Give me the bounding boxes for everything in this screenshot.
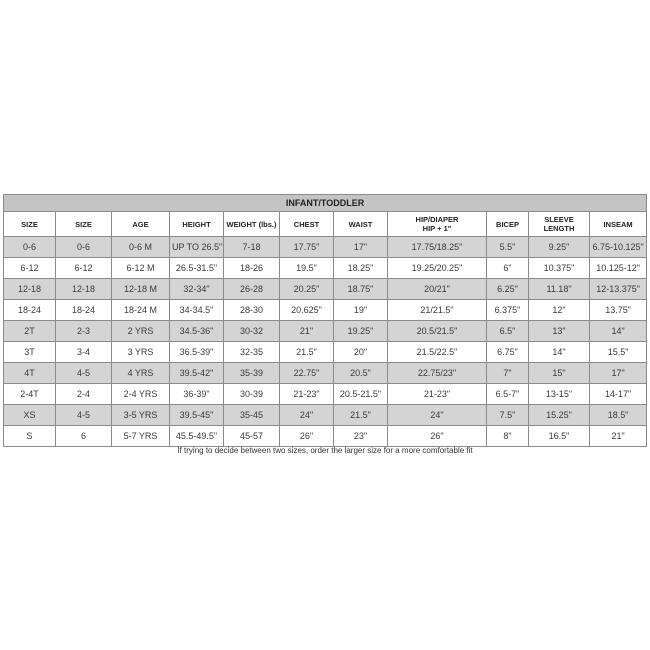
table-cell: 35-39: [224, 363, 280, 384]
table-cell: 20/21": [388, 279, 487, 300]
table-cell: 3 YRS: [112, 342, 170, 363]
table-cell: 35-45: [224, 405, 280, 426]
table-cell: 18.75": [334, 279, 388, 300]
table-cell: 45.5-49.5": [170, 426, 224, 447]
table-cell: 13.75": [590, 300, 647, 321]
size-chart-table: [3, 194, 647, 447]
size-header: SIZE: [4, 212, 56, 237]
table-cell: 21-23": [388, 384, 487, 405]
table-cell: 14": [529, 342, 590, 363]
table-cell: 24": [388, 405, 487, 426]
table-row: [4, 363, 647, 384]
table-cell: 9.25": [529, 237, 590, 258]
table-row: [4, 300, 647, 321]
table-cell: 21.5": [280, 342, 334, 363]
table-cell: 32-34": [170, 279, 224, 300]
table-cell: 20.5/21.5": [388, 321, 487, 342]
table-cell: 39.5-42": [170, 363, 224, 384]
table-cell: 5-7 YRS: [112, 426, 170, 447]
table-cell: 6.375": [487, 300, 529, 321]
table-cell: 4-5: [56, 363, 112, 384]
table-cell: 2 YRS: [112, 321, 170, 342]
table-cell: 26-28: [224, 279, 280, 300]
table-row: [4, 342, 647, 363]
table-cell: 7.5": [487, 405, 529, 426]
table-cell: 12": [529, 300, 590, 321]
chest-header: CHEST: [280, 212, 334, 237]
table-cell: 18.25": [334, 258, 388, 279]
table-cell: 21": [280, 321, 334, 342]
table-cell: 4 YRS: [112, 363, 170, 384]
table-cell: 30-32: [224, 321, 280, 342]
table-cell: 14": [590, 321, 647, 342]
table-body: [4, 237, 647, 447]
table-cell: 19.25": [334, 321, 388, 342]
table-cell: 22.75": [280, 363, 334, 384]
table-cell: 28-30: [224, 300, 280, 321]
table-cell: 18-24: [4, 300, 56, 321]
table-cell: 21-23": [280, 384, 334, 405]
table-cell: 7-18: [224, 237, 280, 258]
size-range-header: SIZE: [56, 212, 112, 237]
table-cell: 10.375": [529, 258, 590, 279]
table-cell: 11.18": [529, 279, 590, 300]
table-cell: 18-24 M: [112, 300, 170, 321]
table-cell: 30-39: [224, 384, 280, 405]
table-row: [4, 321, 647, 342]
table-cell: 8": [487, 426, 529, 447]
bicep-header: BICEP: [487, 212, 529, 237]
table-header-row: [4, 212, 647, 237]
table-cell: 0-6: [4, 237, 56, 258]
table-cell: 12-18 M: [112, 279, 170, 300]
table-cell: XS: [4, 405, 56, 426]
table-row: [4, 279, 647, 300]
table-cell: 0-6: [56, 237, 112, 258]
table-cell: 21.5": [334, 405, 388, 426]
table-cell: 26.5-31.5": [170, 258, 224, 279]
hip-header: HIP/DIAPER HIP + 1": [388, 212, 487, 237]
table-cell: 18-24: [56, 300, 112, 321]
table-cell: 18.5": [590, 405, 647, 426]
table-cell: 26": [280, 426, 334, 447]
table-cell: 20": [334, 342, 388, 363]
table-title: INFANT/TODDLER: [4, 195, 647, 212]
table-cell: 14-17": [590, 384, 647, 405]
table-cell: 17.75/18.25": [388, 237, 487, 258]
table-row: [4, 384, 647, 405]
weight-header: WEIGHT (lbs.): [224, 212, 280, 237]
table-cell: 34-34.5": [170, 300, 224, 321]
table-cell: 19": [334, 300, 388, 321]
footnote: If trying to decide between two sizes, order the larger size for a more comfortable fit: [177, 446, 473, 455]
table-cell: 5.5": [487, 237, 529, 258]
table-row: [4, 426, 647, 447]
table-cell: 3-5 YRS: [112, 405, 170, 426]
table-cell: 2T: [4, 321, 56, 342]
table-cell: 12-18: [56, 279, 112, 300]
table-cell: 13": [529, 321, 590, 342]
table-cell: 17": [334, 237, 388, 258]
table-cell: 21": [590, 426, 647, 447]
table-cell: 6.25": [487, 279, 529, 300]
table-cell: 20.625": [280, 300, 334, 321]
table-cell: 45-57: [224, 426, 280, 447]
table-cell: 15": [529, 363, 590, 384]
table-cell: 22.75/23": [388, 363, 487, 384]
table-cell: 21/21.5": [388, 300, 487, 321]
table-cell: 34.5-36": [170, 321, 224, 342]
table-cell: 16.5": [529, 426, 590, 447]
table-cell: 19.5": [280, 258, 334, 279]
table-cell: 6": [487, 258, 529, 279]
table-cell: 17.75": [280, 237, 334, 258]
table-cell: 32-35: [224, 342, 280, 363]
table-cell: 21.5/22.5": [388, 342, 487, 363]
table-cell: 3T: [4, 342, 56, 363]
table-cell: 6.75": [487, 342, 529, 363]
table-cell: 20.5": [334, 363, 388, 384]
table-cell: UP TO 26.5": [170, 237, 224, 258]
table-cell: 2-4T: [4, 384, 56, 405]
table-cell: 6-12 M: [112, 258, 170, 279]
table-cell: 6.5": [487, 321, 529, 342]
table-title-row: [4, 195, 647, 212]
table-row: [4, 405, 647, 426]
table-cell: 20.25": [280, 279, 334, 300]
table-cell: 4-5: [56, 405, 112, 426]
table-cell: 39.5-45": [170, 405, 224, 426]
sleeve-length-header: SLEEVE LENGTH: [529, 212, 590, 237]
table-cell: 6.75-10.125": [590, 237, 647, 258]
table-cell: 10.125-12": [590, 258, 647, 279]
table-cell: S: [4, 426, 56, 447]
table-cell: 36.5-39": [170, 342, 224, 363]
table-cell: 26": [388, 426, 487, 447]
table-row: [4, 237, 647, 258]
table-cell: 6.5-7": [487, 384, 529, 405]
table-cell: 13-15": [529, 384, 590, 405]
table-cell: 24": [280, 405, 334, 426]
table-cell: 2-4 YRS: [112, 384, 170, 405]
inseam-header: INSEAM: [590, 212, 647, 237]
age-header: AGE: [112, 212, 170, 237]
table-cell: 6-12: [56, 258, 112, 279]
table-cell: 7": [487, 363, 529, 384]
table-cell: 2-3: [56, 321, 112, 342]
table-cell: 20.5-21.5": [334, 384, 388, 405]
table-cell: 36-39": [170, 384, 224, 405]
table-row: [4, 258, 647, 279]
table-cell: 3-4: [56, 342, 112, 363]
table-cell: 19.25/20.25": [388, 258, 487, 279]
table-cell: 4T: [4, 363, 56, 384]
table-cell: 0-6 M: [112, 237, 170, 258]
table-cell: 6-12: [4, 258, 56, 279]
table-cell: 6: [56, 426, 112, 447]
table-cell: 18-26: [224, 258, 280, 279]
table-cell: 17": [590, 363, 647, 384]
table-cell: 15.25": [529, 405, 590, 426]
table-cell: 2-4: [56, 384, 112, 405]
waist-header: WAIST: [334, 212, 388, 237]
table-cell: 12-13.375": [590, 279, 647, 300]
table-cell: 12-18: [4, 279, 56, 300]
table-cell: 23": [334, 426, 388, 447]
table-cell: 15.5": [590, 342, 647, 363]
height-header: HEIGHT: [170, 212, 224, 237]
